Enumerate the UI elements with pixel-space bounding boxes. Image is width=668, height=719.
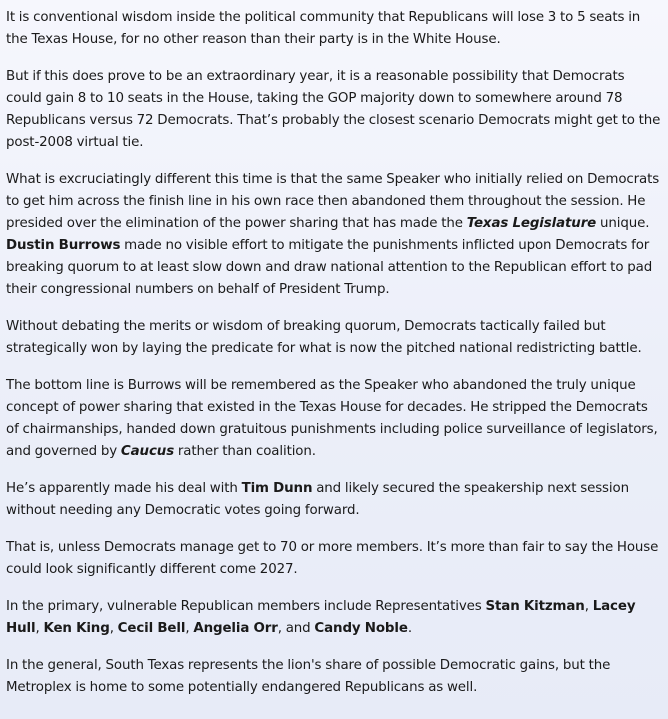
bold-name: Angelia Orr <box>193 621 278 636</box>
bold-name: Ken King <box>43 621 110 636</box>
paragraph-text: What is excruciatingly different this time is that the same Speaker who initially relied on Democrats to get him across the finish line in his own race then abandoned them throughout the session. He presided over the elimination of the power sharing that has made the <box>6 172 660 231</box>
paragraph-text: , <box>109 621 118 636</box>
article-paragraph <box>6 66 662 154</box>
article-paragraph <box>6 169 662 301</box>
paragraph-text: The bottom line is Burrows will be remembered as the Speaker who abandoned the truly unique concept of power sharing that existed in the Texas House for decades. He stripped the Democrats of chairmanships, handed down gratuitous punishments including police surveillance of legislators, and governed by <box>6 378 658 459</box>
paragraph-text: But if this does prove to be an extraordinary year, it is a reasonable possibility that Democrats could gain 8 to 10 seats in the House, taking the GOP majority down to somewhere around 78 Republicans versus 72 Democrats. That’s probably the closest scenario Democrats might get to the post-2008 virtual tie. <box>6 69 661 150</box>
paragraph-text: , <box>185 621 194 636</box>
paragraph-text: It is conventional wisdom inside the political community that Republicans will lose 3 to 5 seats in the Texas House, for no other reason than their party is in the White House. <box>6 10 641 47</box>
paragraph-text: , and <box>277 621 315 636</box>
paragraph-text: In the primary, vulnerable Republican members include Representatives <box>6 599 486 614</box>
paragraph-text: and likely secured the speakership next session without needing any Democratic votes going forward. <box>6 481 629 518</box>
article-paragraph <box>6 375 662 463</box>
paragraph-text: Without debating the merits or wisdom of breaking quorum, Democrats tactically failed but strategically won by laying the predicate for what is now the pitched national redistricting battle. <box>6 319 642 356</box>
article-paragraph <box>6 655 662 699</box>
bold-name: Cecil Bell <box>117 621 186 636</box>
article-paragraph <box>6 537 662 581</box>
article-paragraph <box>6 596 662 640</box>
bold-name: Candy Noble <box>314 621 408 636</box>
bold-name: Dustin Burrows <box>6 238 121 253</box>
paragraph-text: In the general, South Texas represents the lion's share of possible Democratic gains, but the Metroplex is home to some potentially endangered Republicans as well. <box>6 658 611 695</box>
paragraph-text: That is, unless Democrats manage get to 70 or more members. It’s more than fair to say the House could look significantly different come 2027. <box>6 540 659 577</box>
paragraph-text: made no visible effort to mitigate the punishments inflicted upon Democrats for breaking quorum to at least slow down and draw national attention to the Republican effort to pad their congressional numbers on behalf of President Trump. <box>6 238 653 297</box>
bold-name: Stan Kitzman <box>485 599 585 614</box>
paragraph-text: He’s apparently made his deal with <box>6 481 242 496</box>
paragraph-text: rather than coalition. <box>174 444 316 459</box>
bold-name: Lacey Hull <box>6 599 636 636</box>
bold-name: Tim Dunn <box>241 481 313 496</box>
paragraph-text: , <box>35 621 44 636</box>
emphasized-term: Caucus <box>120 444 175 459</box>
article-paragraph <box>6 7 662 51</box>
article-paragraph <box>6 478 662 522</box>
paragraph-text: . <box>407 621 412 636</box>
paragraph-text: unique. <box>596 216 650 231</box>
emphasized-term: Texas Legislature <box>466 216 597 231</box>
article-paragraph <box>6 316 662 360</box>
paragraph-text: , <box>584 599 593 614</box>
